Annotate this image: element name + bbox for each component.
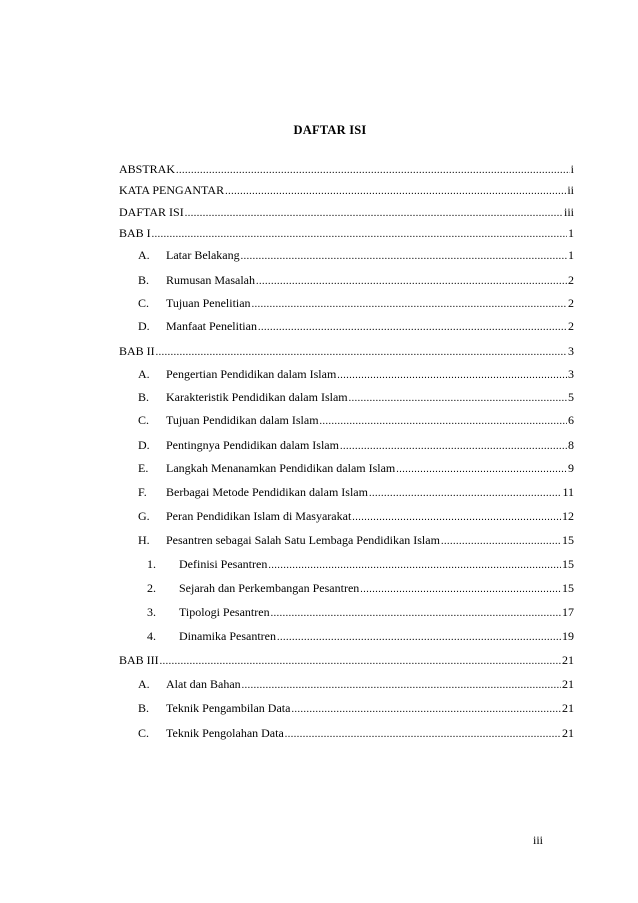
toc-entry — [119, 676, 574, 694]
toc-leader-dots — [185, 206, 563, 222]
toc-entry-number: 2. — [147, 581, 156, 595]
toc-entry-number: B. — [138, 701, 150, 715]
toc-entry-label: Rumusan Masalah — [166, 273, 255, 287]
toc-leader-dots — [271, 606, 561, 622]
toc-leader-dots — [256, 274, 567, 290]
toc-entry-page: 21 — [562, 677, 574, 691]
toc-entry — [119, 532, 574, 550]
toc-entry-label: Berbagai Metode Pendidikan dalam Islam — [166, 485, 368, 499]
toc-entry-page: ii — [567, 183, 574, 197]
toc-leader-dots — [156, 345, 567, 361]
toc-entry-page: 17 — [562, 605, 574, 619]
toc-entry-number: B. — [138, 390, 150, 404]
toc-entry-label: Tipologi Pesantren — [179, 605, 270, 619]
toc-entry-label: BAB III — [119, 653, 159, 667]
toc-entry-number: C. — [138, 726, 150, 740]
toc-entry-page: i — [570, 162, 574, 176]
toc-entry — [119, 343, 574, 361]
toc-entry-number: C. — [138, 413, 150, 427]
toc-entry-page: 15 — [562, 533, 574, 547]
toc-leader-dots — [369, 486, 561, 502]
toc-entry-label: BAB II — [119, 344, 155, 358]
toc-leader-dots — [320, 414, 567, 430]
toc-leader-dots — [396, 462, 567, 478]
toc-entry-number: A. — [138, 248, 150, 262]
toc-leader-dots — [242, 678, 561, 694]
toc-entry-page: 9 — [568, 461, 574, 475]
toc-entry-label: Langkah Menanamkan Pendidikan dalam Islam — [166, 461, 396, 475]
toc-leader-dots — [441, 534, 561, 550]
toc-entry-page: 6 — [568, 413, 574, 427]
toc-entry-page: iii — [563, 205, 574, 219]
toc-leader-dots — [241, 249, 567, 265]
toc-entry — [119, 700, 574, 718]
toc-entry-label: DAFTAR ISI — [119, 205, 184, 219]
toc-entry-page: 1 — [568, 226, 574, 240]
toc-entry — [119, 437, 574, 455]
toc-entry — [119, 182, 574, 200]
toc-entry-label: Pentingnya Pendidikan dalam Islam — [166, 438, 339, 452]
toc-entry-label: Teknik Pengolahan Data — [166, 726, 284, 740]
toc-entry-label: Definisi Pesantren — [179, 557, 268, 571]
toc-entry-label: Dinamika Pesantren — [179, 629, 276, 643]
toc-entry — [119, 412, 574, 430]
toc-entry-number: H. — [138, 533, 150, 547]
toc-entry-number: A. — [138, 677, 150, 691]
toc-entry-number: D. — [138, 438, 150, 452]
toc-entry — [119, 272, 574, 290]
page-title: DAFTAR ISI — [293, 123, 367, 137]
toc-entry-page: 11 — [562, 485, 574, 499]
toc-entry-page: 19 — [562, 629, 574, 643]
toc-entry-page: 3 — [568, 367, 574, 381]
toc-entry — [119, 161, 574, 179]
toc-entry-label: Alat dan Bahan — [166, 677, 241, 691]
toc-entry-label: Pengertian Pendidikan dalam Islam — [166, 367, 337, 381]
toc-entry — [119, 389, 574, 407]
toc-entry-number: 4. — [147, 629, 156, 643]
toc-entry-label: Karakteristik Pendidikan dalam Islam — [166, 390, 348, 404]
toc-leader-dots — [176, 163, 570, 179]
toc-leader-dots — [340, 439, 567, 455]
toc-leader-dots — [349, 391, 567, 407]
toc-entry-label: Pesantren sebagai Salah Satu Lembaga Pendidikan Islam — [166, 533, 440, 547]
toc-entry-page: 21 — [562, 701, 574, 715]
toc-leader-dots — [268, 558, 561, 574]
toc-entry-page: 15 — [562, 581, 574, 595]
toc-entry-label: BAB I — [119, 226, 151, 240]
toc-entry — [119, 366, 574, 384]
toc-entry-page: 1 — [568, 248, 574, 262]
toc-entry — [119, 318, 574, 336]
toc-entry — [119, 604, 574, 622]
toc-leader-dots — [277, 630, 561, 646]
toc-entry-label: Peran Pendidikan Islam di Masyarakat — [166, 509, 352, 523]
toc-entry-page: 21 — [562, 726, 574, 740]
toc-entry — [119, 225, 574, 243]
toc-leader-dots — [291, 702, 561, 718]
toc-entry-page: 8 — [568, 438, 574, 452]
toc-entry — [119, 460, 574, 478]
toc-entry-number: 3. — [147, 605, 156, 619]
toc-entry-number: G. — [138, 509, 150, 523]
toc-entry-label: Tujuan Pendidikan dalam Islam — [166, 413, 319, 427]
toc-entry-page: 3 — [568, 344, 574, 358]
toc-entry-number: A. — [138, 367, 150, 381]
toc-leader-dots — [360, 582, 561, 598]
toc-entry-number: D. — [138, 319, 150, 333]
toc-entry — [119, 556, 574, 574]
toc-entry — [119, 484, 574, 502]
toc-entry — [119, 204, 574, 222]
toc-entry-page: 2 — [568, 273, 574, 287]
toc-entry-page: 15 — [562, 557, 574, 571]
toc-leader-dots — [152, 227, 567, 243]
toc-leader-dots — [352, 510, 561, 526]
toc-entry-label: Latar Belakang — [166, 248, 240, 262]
toc-entry-label: Teknik Pengambilan Data — [166, 701, 291, 715]
toc-entry-number: E. — [138, 461, 149, 475]
toc-entry — [119, 247, 574, 265]
toc-entry — [119, 295, 574, 313]
toc-entry-label: KATA PENGANTAR — [119, 183, 225, 197]
toc-entry — [119, 580, 574, 598]
toc-entry-label: ABSTRAK — [119, 162, 176, 176]
toc-entry — [119, 652, 574, 670]
toc-entry — [119, 508, 574, 526]
toc-entry-page: 5 — [568, 390, 574, 404]
toc-leader-dots — [252, 297, 567, 313]
toc-leader-dots — [285, 727, 561, 743]
toc-entry-label: Manfaat Penelitian — [166, 319, 257, 333]
toc-entry-page: 2 — [568, 319, 574, 333]
toc-entry-page: 2 — [568, 296, 574, 310]
toc-entry-page: 21 — [562, 653, 574, 667]
toc-entry-number: C. — [138, 296, 150, 310]
toc-leader-dots — [258, 320, 567, 336]
toc-entry-page: 12 — [562, 509, 574, 523]
toc-leader-dots — [337, 368, 567, 384]
toc-leader-dots — [225, 184, 566, 200]
toc-entry-label: Sejarah dan Perkembangan Pesantren — [179, 581, 360, 595]
toc-entry-number: F. — [138, 485, 147, 499]
toc-entry-number: 1. — [147, 557, 156, 571]
page-number: iii — [533, 833, 544, 847]
toc-entry-number: B. — [138, 273, 150, 287]
toc-entry — [119, 725, 574, 743]
toc-entry-label: Tujuan Penelitian — [166, 296, 251, 310]
toc-leader-dots — [160, 654, 561, 670]
toc-entry — [119, 628, 574, 646]
